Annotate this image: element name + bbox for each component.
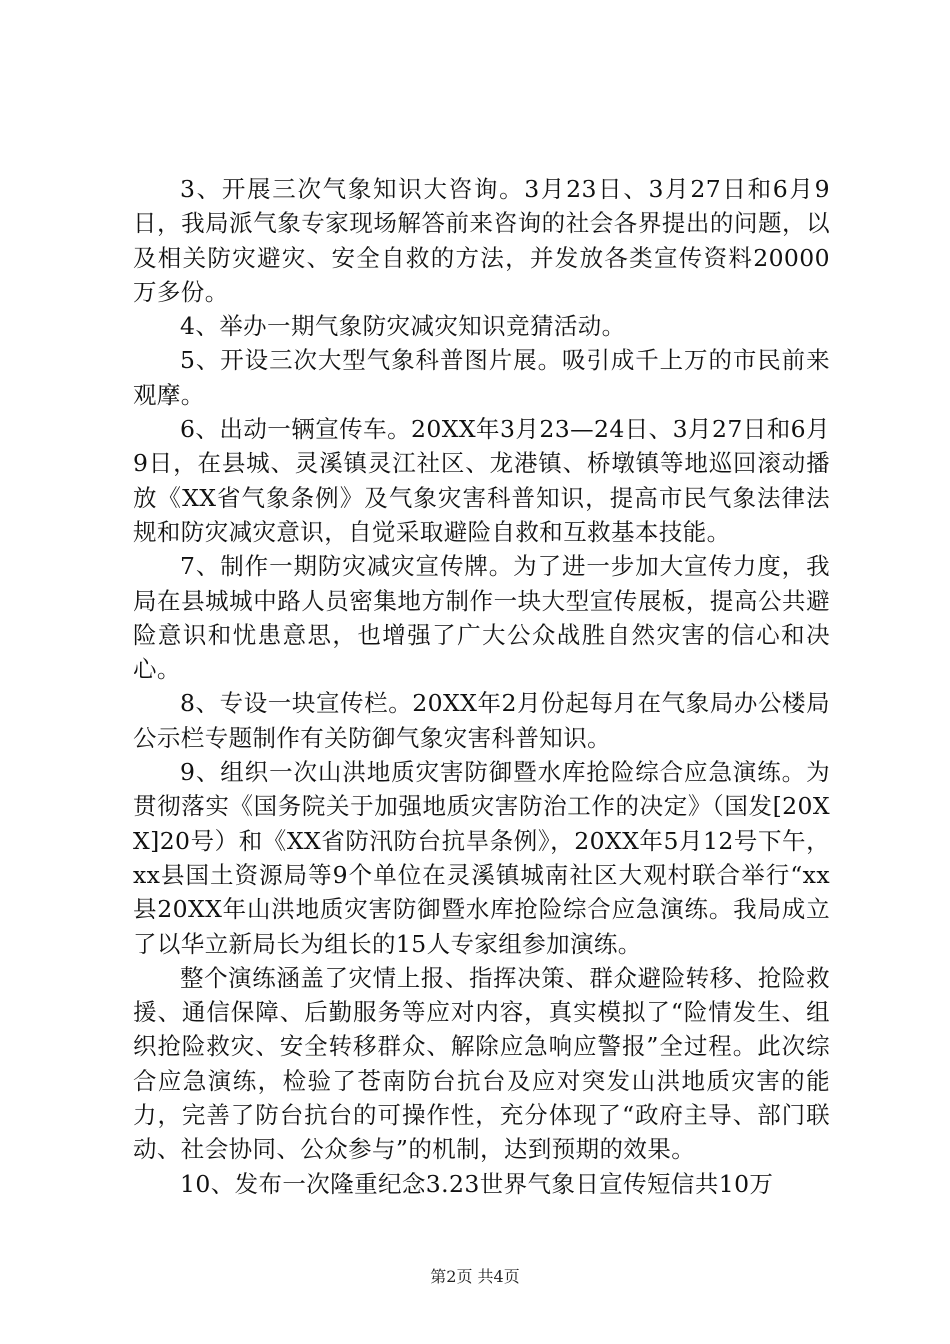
document-body: [133, 172, 830, 1201]
paragraph-item-5: 5、开设三次大型气象科普图片展。吸引成千上万的市民前来观摩。: [133, 346, 830, 409]
paragraph-item-8: 8、专设一块宣传栏。20XX年2月份起每月在气象局办公楼局公示栏专题制作有关防御气象灾害科普知识。: [133, 689, 830, 752]
paragraph-item-10: 10、发布一次隆重纪念3.23世界气象日宣传短信共10万: [180, 1169, 774, 1198]
paragraph-item-6: 6、出动一辆宣传车。20XX年3月23—24日、3月27日和6月9日，在县城、灵溪镇灵江社区、龙港镇、桥墩镇等地巡回滚动播放《XX省气象条例》及气象灾害科普知识，提高市民气象法律法规和防灾减灾意识，自觉采取避险自救和互救基本技能。: [133, 415, 830, 546]
paragraph-item-7: 7、制作一期防灾减灾宣传牌。为了进一步加大宣传力度，我局在县城城中路人员密集地方制作一块大型宣传展板，提高公共避险意识和忧患意思，也增强了广大公众战胜自然灾害的信心和决心。: [133, 552, 830, 684]
paragraph-item-3: 3、开展三次气象知识大咨询。3月23日、3月27日和6月9日，我局派气象专家现场解答前来咨询的社会各界提出的问题，以及相关防灾避灾、安全自救的方法，并发放各类宣传资料20000万多份。: [133, 175, 830, 306]
page-number-footer: 第2页 共4页: [430, 1267, 520, 1286]
paragraph-item-9: 9、组织一次山洪地质灾害防御暨水库抢险综合应急演练。为贯彻落实《国务院关于加强地质灾害防治工作的决定》（国发[20XX]20号）和《XX省防汛防台抗旱条例》，20XX年5月12号下午，xx县国土资源局等9个单位在灵溪镇城南社区大观村联合举行“xx县20XX年山洪地质灾害防御暨水库抢险综合应急演练。我局成立了以华立新局长为组长的15人专家组参加演练。: [133, 758, 830, 958]
paragraph-drill-summary: 整个演练涵盖了灾情上报、指挥决策、群众避险转移、抢险救援、通信保障、后勤服务等应对内容，真实模拟了“险情发生、组织抢险救灾、安全转移群众、解除应急响应警报”全过程。此次综合应急演练，检验了苍南防台抗台及应对突发山洪地质灾害的能力，完善了防台抗台的可操作性，充分体现了“政府主导、部门联动、社会协同、公众参与”的机制，达到预期的效果。: [133, 963, 830, 1164]
paragraph-item-4: 4、举办一期气象防灾减灾知识竞猜活动。: [180, 312, 626, 341]
